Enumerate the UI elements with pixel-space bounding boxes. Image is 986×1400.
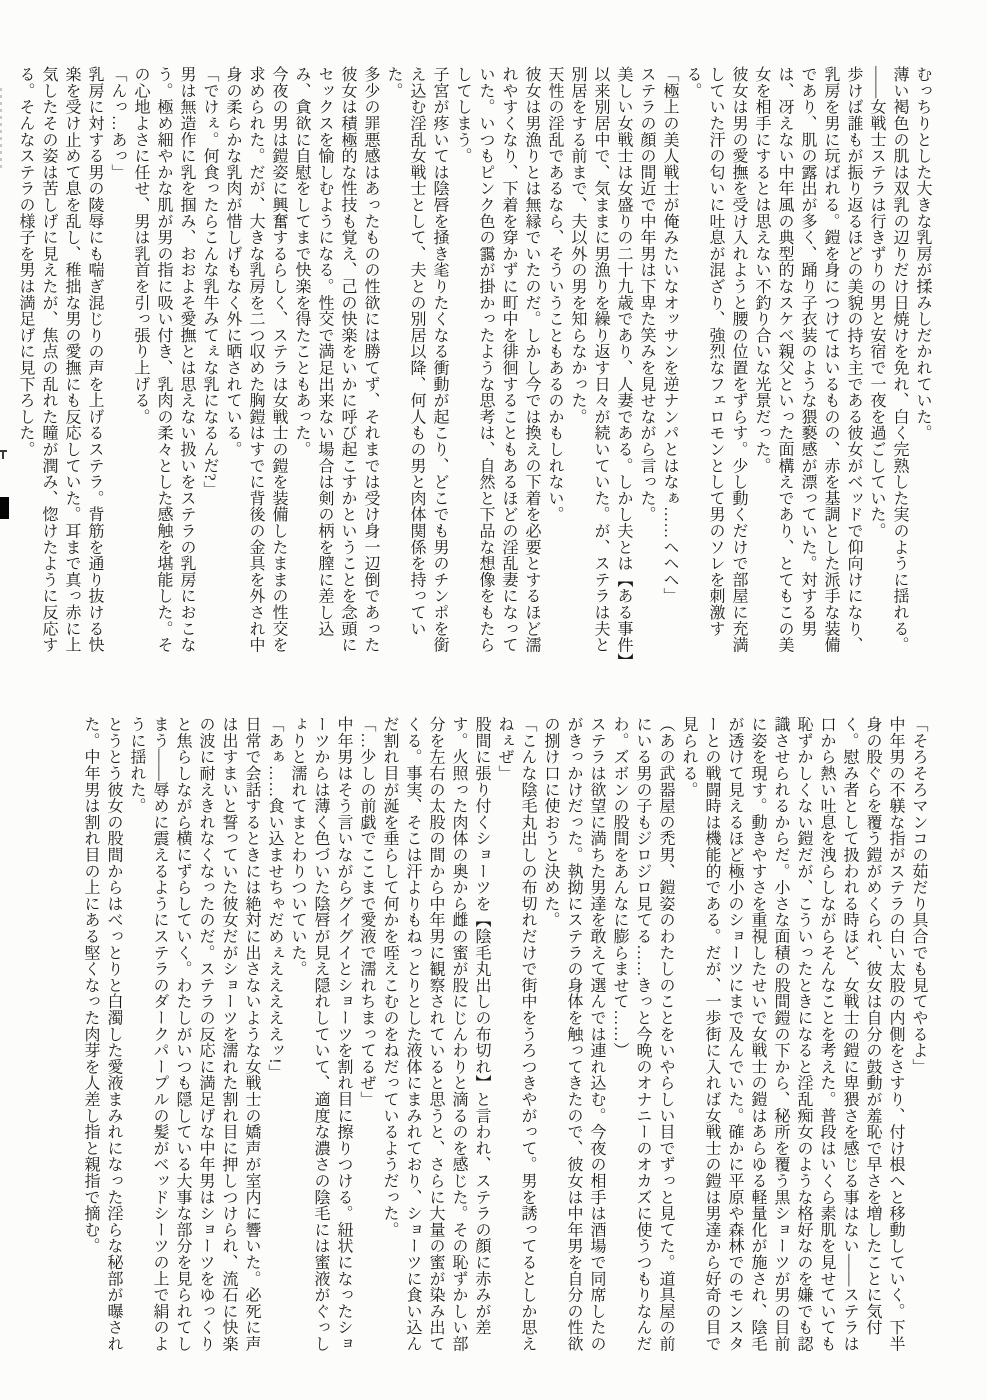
paragraph: とうとう彼女の股間からはべっとりと白濁した愛液まみれになった淫らな秘部が曝された。中年男は割れ目の上にある堅くなった肉芽を人差し指と親指で摘む。 xyxy=(82,716,122,1352)
paragraph: 彼女は男の愛撫を受け入れようと腰の位置をずらす。少し動くだけで部屋に充満していた汗の匂いに吐息が混ざり、強烈なフェロモンとして男のソレを刺激する。 xyxy=(684,66,747,653)
text-block-bottom xyxy=(74,716,930,1356)
paragraph: 彼女は男漁りとは無縁でいたのだ。しかし今では換えの下着を必要とするほど濡れやすくなり、下着を穿かずに町中を徘徊することもあるほどの淫乱妻になっていた。いつもピンク色の靄が掛かったような思考は、自然と下品な想像をもたらしてしまう。 xyxy=(454,66,540,653)
paragraph: 「そろそろマンコの茹だり具合でも見てやるよ」 xyxy=(910,716,927,1075)
paragraph: 今夜の男は鎧姿に興奮するらしく、ステラは女戦士の鎧を装備したままの性交を求められた。だが、大きな乳房を二つ収めた胸鎧はすでに背後の金具を外され中身の柔らかな乳肉が惜しげもなく外に晒されている。 xyxy=(224,66,287,653)
paragraph: ステラは欲望に満ちた男達を敢えて選んでは連れ込む。今夜の相手は酒場で同席したのがきっかけだった。執拗にステラの身体を触ってきたので、彼女は中年男を自分の性欲の捌け口に使おうと決めた。 xyxy=(542,716,605,1352)
paragraph: 「…少しの前戯でここまで愛液で濡れちまってるぜ」 xyxy=(358,716,375,1108)
paragraph: 「極上の美人戦士が俺みたいなオッサンを逆ナンパとはなぁ……ヘヘヘ」 xyxy=(661,66,678,604)
paragraph: 薄い褐色の肌は双乳の辺りだけ日焼けを免れ、白く完熟した実のように揺れる。 xyxy=(891,66,908,653)
paragraph: 多少の罪悪感はあったものの性欲には勝てず、それまでは受け身一辺倒であった彼女は積極的な性技も覚え、己の快楽をいかに呼び起こすかということを念頭にセックスを愉しむようになる。性交で満足出来ない場合は剣の柄を膣に差し込み、貪欲に自慰をしてまで快楽を得たこともあった。 xyxy=(293,66,379,653)
paragraph: （あの武器屋の禿男、鎧姿のわたしのことをいやらしい目でずっと見てた。道具屋の前にいる男の子もジロジロ見てる……きっと今晩のオナニーのオカズに使うつもりなんだわ。ズボンの股間をあんなに膨らませて……） xyxy=(611,716,674,1352)
paragraph: 美しい女戦士は女盛りの二十九歳であり、人妻である。しかし夫とは【ある事件】以来別居中で、気ままに男漁りを繰り返す日々が続いていた。が、ステラは夫と別居をする前まで、夫以外の男を知らなかった。 xyxy=(569,66,632,662)
paragraph: 中年男の不躾な指がステラの白い太股の内側をさすり、付け根へと移動していく。下半身の股ぐらを覆う鎧がめくられ、彼女は自分の鼓動が羞恥で早さを増したことに気付く。慰み者として扱われる時ほど、女戦士の鎧に卑猥さを感じる事はない――ステラは口から熱い吐息を洩らしながらそんなことを考えた。普段はいくら素肌を見せていても恥ずかしくない鎧だが、こういったときになると淫乱痴女のような格好なのを嫌でも認識させられるからだ。小さな面積の股間鎧の下から、秘所を覆う黒ショーツが男の目前に姿を現す。動きやすさを重視したせいで女戦士の鎧はあらゆる軽量化が施され、陰毛が透けて見えるほど極小のショーツにまで及んでいた。確かに平原や森林でのモンスターとの戦闘時は機能的である。だが、一歩街に入れば女戦士の鎧は男達から好奇の目で見られる。 xyxy=(680,716,904,1352)
paragraph: 中年男はそう言いながらグイグイとショーツを割れ目に擦りつける。紐状になったショーツからは薄く色づいた陰唇が見え隠れしていて、適度な濃さの陰毛には蜜液がぐっしょりと濡れてまとわりついていた。 xyxy=(289,716,352,1352)
scan-artifact-tick-mark-stem xyxy=(2,451,4,459)
scan-artifact-black-mark xyxy=(0,497,9,519)
paragraph: 日常で会話するときには絶対に出さないような女戦士の嬌声が室内に響いた。必死に声は出すまいと誓っていた彼女だがショーツを濡れた割れ目に押しつけられ、流石に快楽の波に耐えきれなくなったのだ。ステラの反応に満足げな中年男はショーツをゆっくりと焦らしながら横にずらしていく。わたしがいつも隠している大事な部分を見られてしまう――辱めに震えるようにステラのダークパープルの髪がベッドシーツの上で絹のように揺れた。 xyxy=(128,716,260,1352)
paragraph: 「こんな陰毛丸出しの布切れだけで街中をうろつきやがって。男を誘ってるとしか思えねぇぜ」 xyxy=(496,716,536,1352)
paragraph: 乳房に対する男の陵辱にも喘ぎ混じりの声を上げるステラ。背筋を通り抜ける快楽を受け止めて息を乱し、稚拙な男の愛撫にも反応していた。耳まで真っ赤に上気したその姿は苦しげに見えたが、焦点の乱れた瞳が潤み、惚けたように反応する。そんなステラの様子を男は満足げに見下ろした。 xyxy=(17,66,103,653)
paragraph: ――女戦士ステラは行きずりの男と安宿で一夜を過ごしていた。 xyxy=(868,66,885,539)
paragraph: 「んっ…あっ」 xyxy=(109,66,126,181)
text-block-top xyxy=(17,66,934,666)
paragraph: 天性の淫乱であるなら、そういうこともあるのかもしれない。 xyxy=(546,66,563,523)
paragraph: ステラの顔の間近で中年男は下卑た笑みを見せながら言った。 xyxy=(638,66,655,523)
paragraph: むっちりとした大きな乳房が揉みしだかれていた。 xyxy=(914,66,931,441)
scan-artifact-faint-dashed-line xyxy=(0,88,2,168)
paragraph: 「あぁ……食い込ませちゃだめぇえええええッ!」 xyxy=(266,716,283,1081)
paragraph: 子宮が疼いては陰唇を掻き毟りたくなる衝動が起こり、どこでも男のチンポを銜え込む淫乱女戦士として、夫との別居以降、何人もの男と肉体関係を持っていた。 xyxy=(385,66,448,653)
paragraph: 男は無造作に乳を掴み、おおよそ愛撫とは思えない扱いをステラの乳房におこなう。極め細やかな肌が男の指に吸い付き、乳肉の柔々とした感触を堪能した。その心地よさに任せ、男は乳首を引っ張り上げる。 xyxy=(132,66,195,653)
paragraph: 「でけぇ。何食ったらこんな乳牛みてぇな乳になるんだ?」 xyxy=(201,66,218,498)
paragraph: 股間に張り付くショーツを【陰毛丸出しの布切れ】と言われ、ステラの顔に赤みが差す。火照った肉体の奥から雌の蜜が股にじんわりと滴るのを感じた。その恥ずかしい部分を左右の太股の間から中年男に観察されていると思うと、さらに大量の蜜が染み出てくる。事実、そこは汗よりもねっとりとした液体にまみれており、ショーツに食い込んだ割れ目が涎を垂らして何かを咥えこむのをねだっているようだった。 xyxy=(381,716,490,1352)
paragraph: 歩けば誰もが振り返るほどの美貌の持ち主である彼女がベッドで仰向けになり、乳房を男に玩ばれる。鎧を身につけてはいるものの、赤を基調とした派手な装備であり、肌の露出が多く、踊り子衣装のような猥褻感が漂っていた。対する男は、冴えない中年風の典型的なスケベ親父といった面構えであり、とてもこの美女を相手にするとは思えない不釣り合いな光景だった。 xyxy=(753,66,862,653)
